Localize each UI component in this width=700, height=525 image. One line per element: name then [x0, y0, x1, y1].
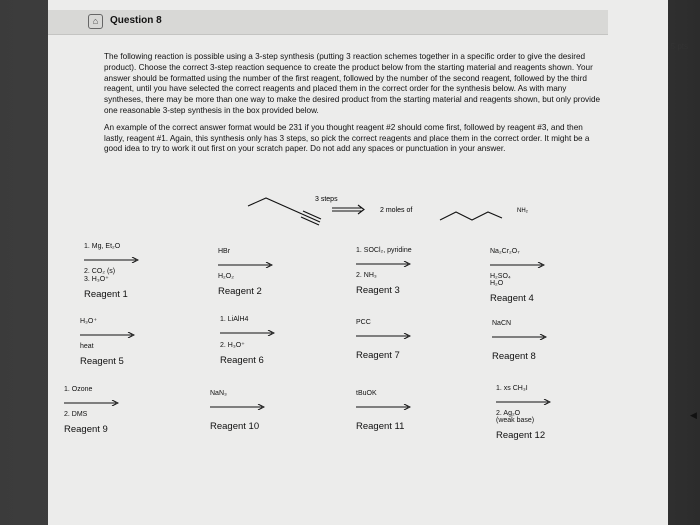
reagent-arrow [84, 257, 139, 263]
product-group-label: NH₂ [517, 208, 528, 214]
reagent-label: Reagent 12 [496, 430, 546, 441]
reagent-arrow [492, 334, 547, 340]
reagent-arrow [220, 330, 275, 336]
reagent-condition: 2. DMS [64, 411, 88, 418]
reagent-condition: NaCN [492, 320, 512, 327]
reagent-condition: 2. NH₃ [356, 272, 377, 279]
reagent-label: Reagent 2 [218, 286, 262, 297]
prompt-paragraph-2: An example of the correct answer format would be 231 if you thought reagent #2 should come first, followed by reagent #3, and then lastly, reagent #1. Again, this synthesis only has 3 steps, so pick the correct reagents and place them in the correct order. It might be a good idea to try to work it out first on your scratch paper. Do not add any spaces or punctuation in your answer. [104, 122, 590, 154]
question-prompt [104, 52, 604, 161]
question-title: Question 8 [110, 15, 162, 26]
reagent-label: Reagent 3 [356, 285, 400, 296]
reagent-12 [496, 385, 551, 441]
reagent-condition: tBuOK [356, 390, 377, 397]
reagent-arrow [218, 262, 273, 268]
reagent-condition: PCC [356, 319, 371, 326]
reagent-condition: HBr [218, 248, 231, 255]
reagent-label: Reagent 8 [492, 351, 536, 362]
cursor-arrow: ◀ [690, 410, 697, 420]
reagent-condition: heat [80, 343, 94, 350]
reagent-arrow [80, 332, 135, 338]
reagent-11 [356, 390, 411, 432]
reagent-label: Reagent 11 [356, 421, 405, 432]
reagent-arrow [64, 400, 119, 406]
reagent-condition: 2. H₃O⁺ [220, 342, 245, 349]
product-chain [440, 212, 502, 220]
reagent-7 [356, 319, 411, 361]
reagent-condition: H₃O⁺ [80, 318, 98, 325]
reagent-8 [492, 320, 547, 362]
reagent-label: Reagent 5 [80, 356, 124, 367]
reagent-5 [80, 317, 135, 367]
reagent-arrow [490, 262, 545, 268]
reagent-label: Reagent 6 [220, 355, 264, 366]
reagent-arrow [356, 333, 411, 339]
steps-label: 3 steps [315, 196, 338, 203]
reagent-arrow [496, 399, 551, 405]
reagent-condition: 2. CO₂ (s) [84, 268, 116, 275]
reagent-condition: H₂SO₄ [490, 273, 511, 280]
reagent-4 [490, 248, 545, 304]
reagent-10 [210, 390, 265, 432]
reagent-condition: 1. Mg, Et₂O [84, 243, 121, 250]
reagent-arrow [356, 261, 411, 267]
reagent-arrow [210, 404, 265, 410]
reagent-1 [84, 243, 139, 300]
reagent-condition: (weak base) [496, 417, 535, 424]
moles-label: 2 moles of [380, 207, 413, 214]
reaction-arrowhead [358, 205, 364, 214]
reagent-label: Reagent 10 [210, 421, 260, 432]
reagent-condition: 2. Ag₂O [496, 410, 521, 417]
reagent-6 [220, 316, 275, 366]
reagent-label: Reagent 4 [490, 293, 534, 304]
reagent-condition: 1. SOCl₂, pyridine [356, 247, 412, 254]
question-points: 5 pts [670, 42, 688, 51]
reagent-label: Reagent 1 [84, 289, 128, 300]
reagent-condition: 1. LiAlH4 [220, 316, 249, 323]
reagent-condition: NaN₃ [210, 390, 227, 397]
reagent-2 [218, 248, 273, 297]
reagent-3 [356, 247, 412, 296]
reagent-condition: 1. Ozone [64, 386, 93, 393]
alkyne-bond-3 [301, 217, 319, 225]
reagent-condition: 3. H₃O⁺ [84, 276, 109, 283]
alkyne-bond-1 [302, 214, 320, 222]
reagent-condition: H₂O₂ [218, 273, 234, 280]
reagent-condition: 1. xs CH₃I [496, 385, 528, 392]
question-header [48, 10, 608, 35]
reagent-condition: H₂O [490, 280, 504, 287]
prompt-paragraph-1: The following reaction is possible using a 3-step synthesis (putting 3 reaction schemes together in a specific order to give the desired product). Choose the correct 3-step reaction sequence to create the product below from the starting material and reagents shown. Your answer should be formatted using the number of the first reagent, followed by the number of the second reagent, followed by the third reagent, until you have selected the correct reagents and placed them in the correct order for the synthesis below. As with many syntheses, there may be more than one way to make the desired product from the starting material and reagents shown, but only provide one reasonable 3-step synthesis in the box provided below. [104, 52, 601, 115]
reagent-condition: Na₂Cr₂O₇ [490, 248, 520, 255]
starting-material-chain [248, 198, 302, 214]
reagent-arrow [356, 404, 411, 410]
flag-icon[interactable]: ⌂ [88, 14, 103, 29]
alkyne-bond-2 [303, 211, 321, 219]
reagent-label: Reagent 9 [64, 424, 108, 435]
reagent-label: Reagent 7 [356, 350, 400, 361]
reagent-9 [64, 386, 119, 435]
